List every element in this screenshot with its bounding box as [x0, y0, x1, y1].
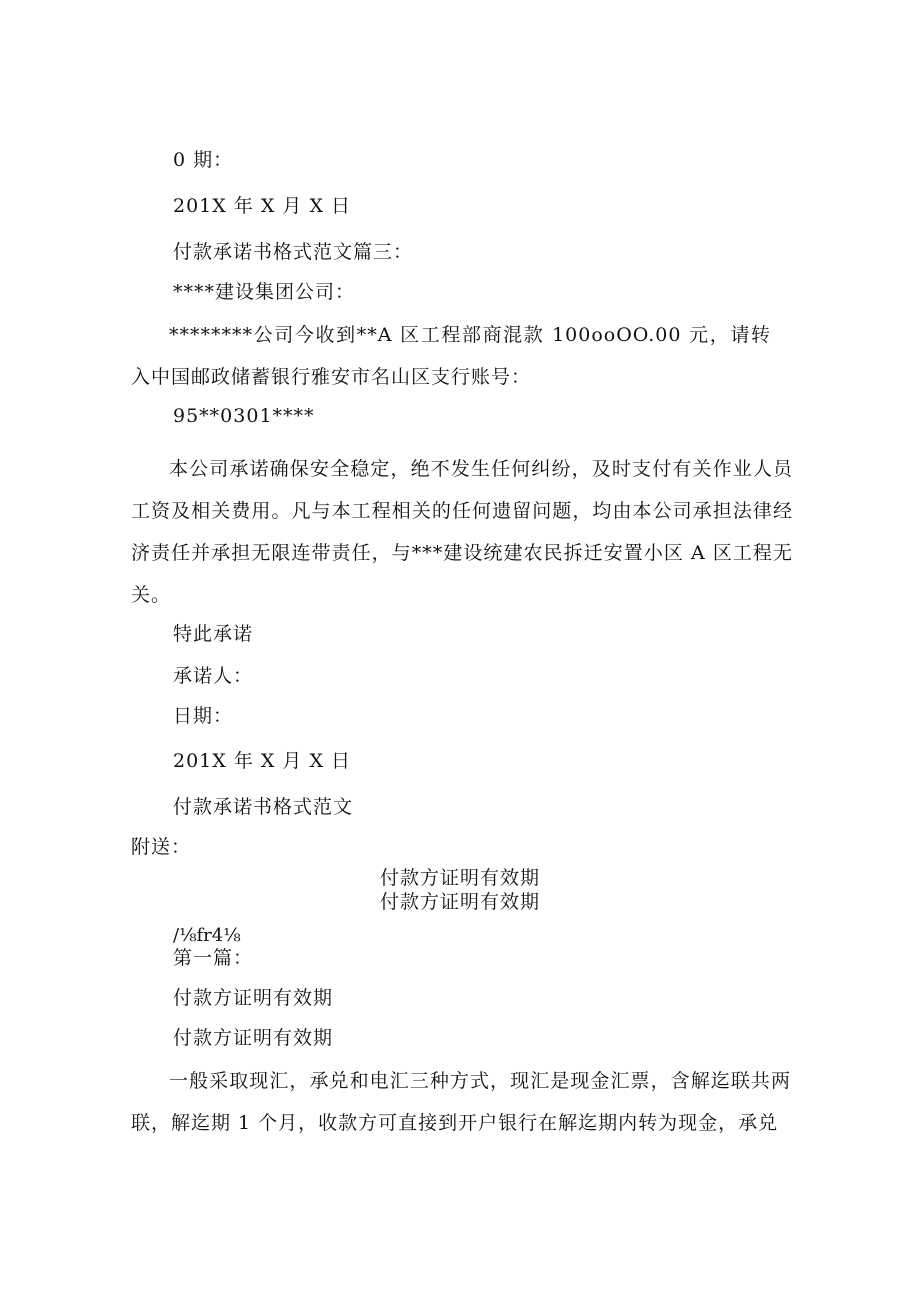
account-number-line: 95**0301**** — [173, 405, 315, 427]
commitment-paragraph: 本公司承诺确保安全稳定，绝不发生任何纠纷，及时支付有关作业人员工资及相关费用。凡与本工程相关的任何遗留问题，均由本公司承担法律经济责任并承担无限连带责任，与***建设统建农民拆迁安置小区 A 区工程无关。 — [131, 458, 793, 606]
centered-title-1: 付款方证明有效期 — [379, 867, 540, 889]
centered-title-2: 付款方证明有效期 — [379, 891, 540, 913]
section-heading: 付款承诺书格式范文篇三： — [173, 241, 414, 263]
period-line: 0 期： — [173, 149, 234, 171]
date-label-line: 日期： — [173, 705, 234, 727]
subtitle-line-2: 付款方证明有效期 — [173, 1027, 334, 1049]
closing-line: 特此承诺 — [173, 623, 254, 645]
subtitle-line-1: 付款方证明有效期 — [173, 987, 334, 1009]
chapter-label: 第一篇： — [173, 947, 254, 969]
garbled-text-line: /⅛fr4⅛ — [173, 925, 241, 946]
date-line-second: 201X 年 X 月 X 日 — [173, 750, 352, 772]
addressee-line: ****建设集团公司： — [173, 281, 356, 303]
doc-title-line: 付款承诺书格式范文 — [173, 796, 354, 818]
attachment-label: 附送： — [131, 836, 192, 858]
methods-paragraph: 一般采取现汇，承兑和电汇三种方式，现汇是现金汇票，含解迄联共两联，解迄期 1 个月，收款方可直接到开户银行在解迄期内转为现金，承兑 — [131, 1070, 791, 1134]
promisor-line: 承诺人： — [173, 665, 254, 687]
payment-paragraph: ********公司今收到**A 区工程部商混款 100ooOO.00 元，请转入中国邮政储蓄银行雅安市名山区支行账号： — [131, 324, 771, 388]
date-line: 201X 年 X 月 X 日 — [173, 195, 352, 217]
